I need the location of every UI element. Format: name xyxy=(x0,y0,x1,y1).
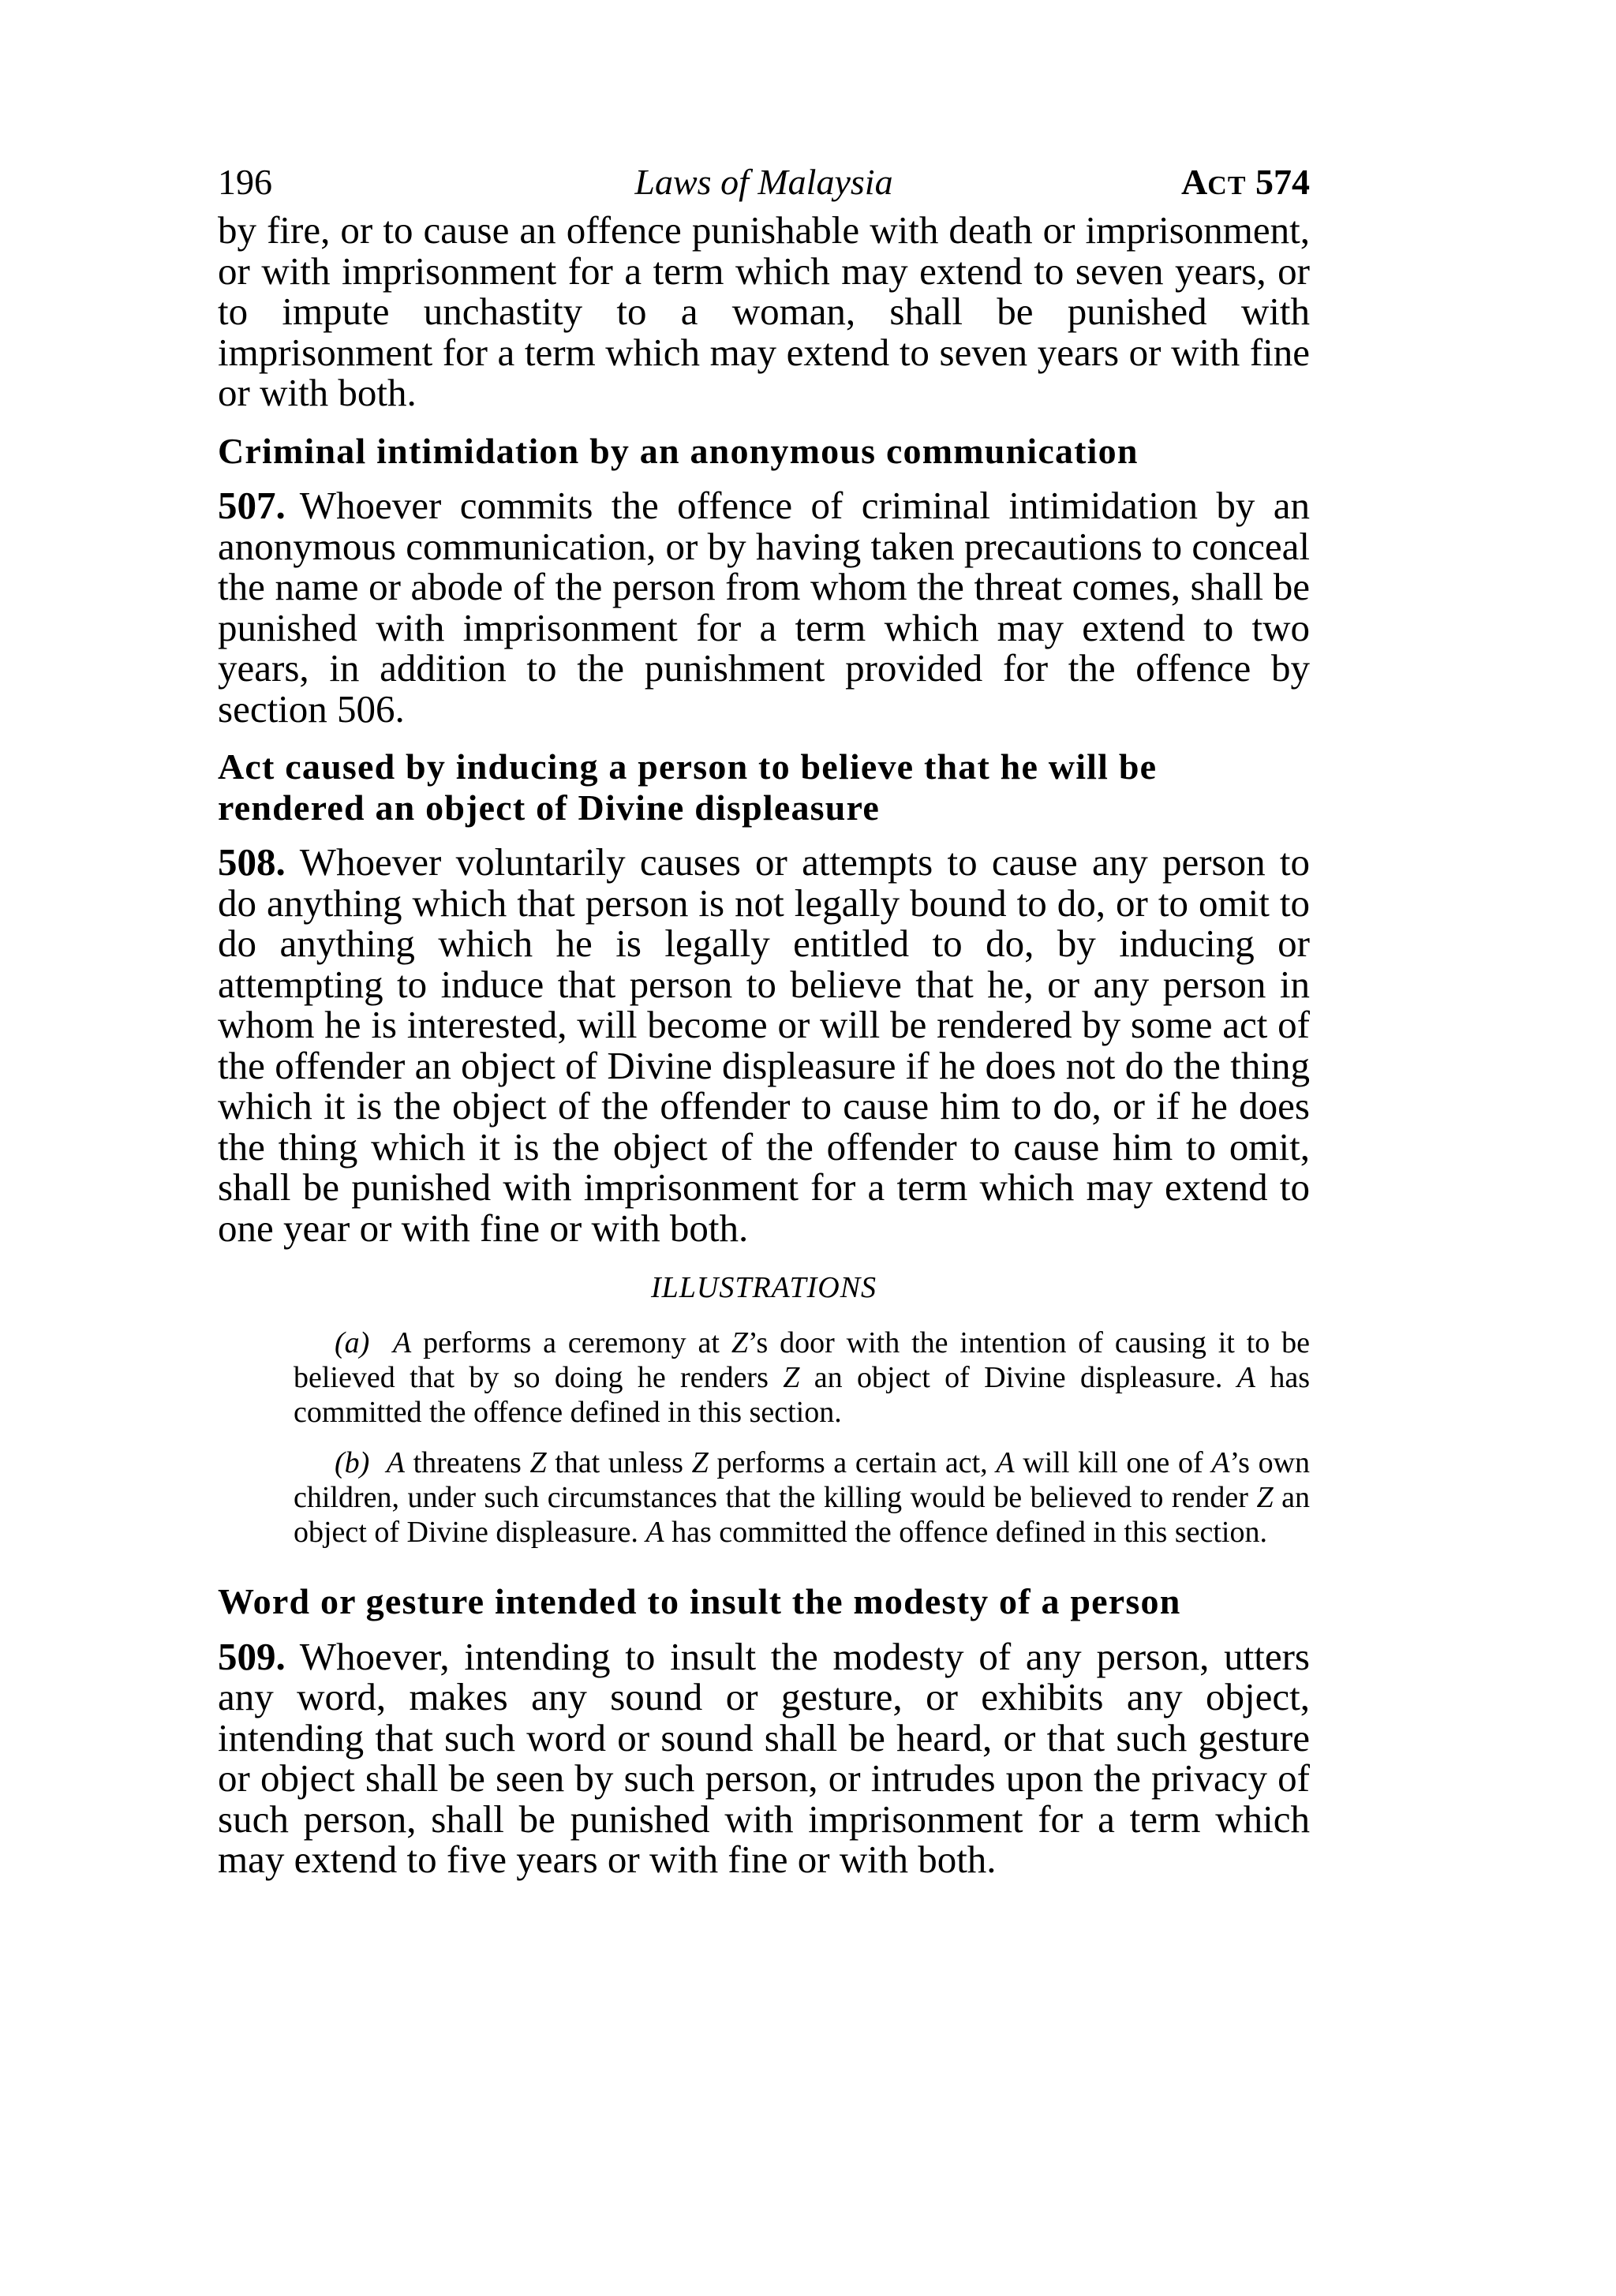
section-heading-508: Act caused by inducing a person to believe that he will be rendered an object of Divine displeasure xyxy=(218,746,1158,828)
section-text: Whoever voluntarily causes or attempts to cause any person to do anything which that person is not legally bound to do, or to omit to do anything which he is legally entitled to do, by inducing or attempting to induce that person to believe that he, or any person in whom he is interested, will become or will be rendered by some act of the offender an object of Divine displeasure if he does not do the thing which it is the object of the offender to cause him to do, or if he does the thing which it is the object of the offender to cause him to omit, shall be punished with imprisonment for a term which may extend to one year or with fine or with both. xyxy=(218,840,1310,1250)
section-508-paragraph xyxy=(218,842,1310,1248)
illustration-a: (a) A performs a ceremony at Z’s door with the intention of causing it to be believed that by so doing he renders Z an object of Divine displeasure. A has committed the offence defined in this section. xyxy=(294,1326,1311,1429)
illustrations-title: ILLUSTRATIONS xyxy=(650,1271,877,1304)
section-number: 508. xyxy=(218,840,286,884)
act-label: ACT 574 xyxy=(1181,162,1310,202)
section-number: 507. xyxy=(218,484,286,527)
section-heading-509: Word or gesture intended to insult the modesty of a person xyxy=(218,1581,1181,1621)
intro-paragraph: by fire, or to cause an offence punishable with death or imprisonment, or with imprisonment for a term which may extend to seven years, or to impute unchastity to a woman, shall be punished with imprisonment for a term which may extend to seven years or with fine or with both. xyxy=(218,208,1310,414)
section-text: Whoever, intending to insult the modesty of any person, utters any word, makes any sound or gesture, or exhibits any object, intending that such word or sound shall be heard, or that such gesture or object shall be seen by such person, or intrudes upon the privacy of such person, shall be punished with imprisonment for a term which may extend to five years or with fine or with both. xyxy=(218,1634,1310,1881)
running-title: Laws of Malaysia xyxy=(634,162,893,202)
document-page xyxy=(218,155,1310,1880)
page-header xyxy=(218,155,1310,210)
section-509-paragraph xyxy=(218,1636,1310,1880)
section-text: Whoever commits the offence of criminal intimidation by an anonymous communication, or by having taken precautions to conceal the name or abode of the person from whom the threat comes, shall be punished with imprisonment for a term which may extend to two years, in addition to the punishment provided for the offence by section 506. xyxy=(218,484,1310,731)
section-507-paragraph xyxy=(218,485,1310,729)
page-number: 196 xyxy=(218,162,272,202)
illustration-b: (b) A threatens Z that unless Z performs a certain act, A will kill one of A’s own children, under such circumstances that the killing would be believed to render Z an object of Divine displeasure. A has committed the offence defined in this section. xyxy=(294,1446,1311,1549)
section-number: 509. xyxy=(218,1634,286,1678)
section-heading-507: Criminal intimidation by an anonymous communication xyxy=(218,430,1139,471)
